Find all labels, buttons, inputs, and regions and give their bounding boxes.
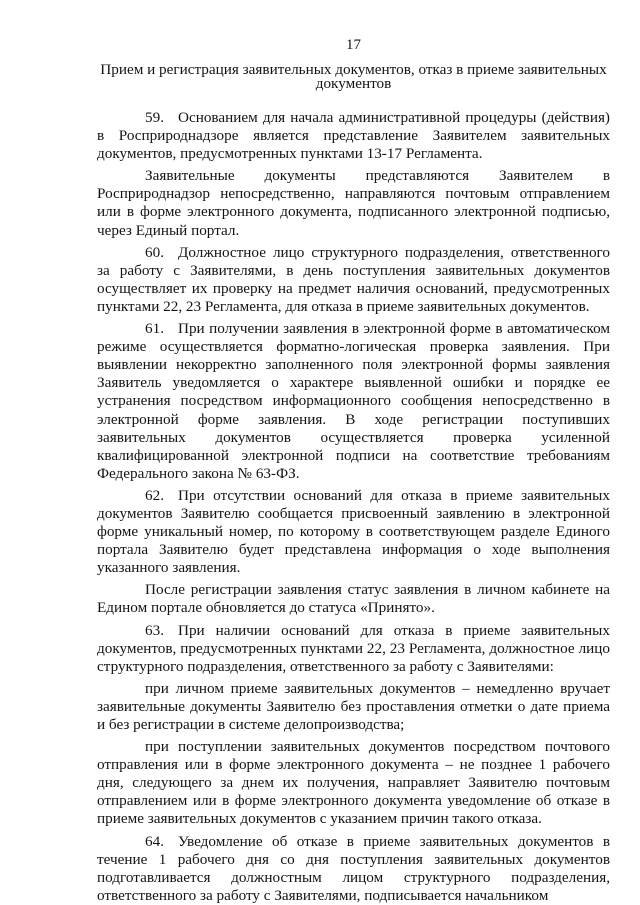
- paragraph-number: 64.: [145, 832, 164, 850]
- paragraph-59-cont: [97, 167, 610, 239]
- paragraph-61: [97, 320, 610, 483]
- paragraph-text: Уведомление об отказе в приеме заявительных документов в течение 1 рабочего дня со дня поступления заявительных документов подготавливается должностным лицом структурного подразделения, ответственного за работу с Заявителями, подписывается начальником: [97, 832, 610, 904]
- paragraph-number: 60.: [145, 243, 164, 261]
- paragraph-text: Должностное лицо структурного подразделения, ответственного за работу с Заявителями, в день поступления заявительных документов осуществляет их проверку на предмет наличия оснований, предусмотренных пунктами 22, 23 Регламента, для отказа в приеме заявительных документов.: [97, 243, 610, 315]
- paragraph-62-cont: [97, 581, 610, 617]
- paragraph-64: [97, 833, 610, 905]
- paragraph-number: 62.: [145, 486, 164, 504]
- paragraph-62: [97, 487, 610, 577]
- paragraph-text: При отсутствии оснований для отказа в приеме заявительных документов Заявителю сообщается присвоенный заявлению в электронной форме уникальный номер, по которому в соответствующем разделе Единого портала Заявителю будет представлена информация о ходе выполнения указанного заявления.: [97, 486, 610, 577]
- paragraph-63-item-1: [97, 680, 610, 734]
- page-number: 17: [346, 37, 361, 53]
- paragraph-63-item-2: [97, 738, 610, 828]
- paragraph-text: Основанием для начала административной процедуры (действия) в Росприроднадзоре является представление Заявителем заявительных документов, предусмотренных пунктами 13-17 Регламента.: [97, 109, 610, 163]
- paragraph-number: 63.: [145, 621, 164, 639]
- section-title: Прием и регистрация заявительных документов, отказ в приеме заявительных документов: [100, 61, 607, 92]
- paragraph-text: При наличии оснований для отказа в приеме заявительных документов, предусмотренных пунктами 22, 23 Регламента, должностное лицо структурного подразделения, ответственного за работу с Заявителями:: [97, 621, 610, 675]
- paragraph-number: 59.: [145, 109, 164, 126]
- paragraph-text: при поступлении заявительных документов посредством почтового отправления или в форме электронного документа – не позднее 1 рабочего дня, следующего за днем их получения, направляет Заявителю почтовым отправлением или в форме электронного документа уведомление об отказе в приеме заявительных документов с указанием причин такого отказа.: [97, 738, 610, 828]
- paragraph-text: После регистрации заявления статус заявления в личном кабинете на Едином портале обновляется до статуса «Принято».: [97, 581, 610, 617]
- paragraph-text: при личном приеме заявительных документов – немедленно вручает заявительные документы Заявителю без проставления отметки о дате приема и без регистрации в системе делопроизводства;: [97, 679, 610, 733]
- paragraph-63: [97, 622, 610, 676]
- paragraph-text: При получении заявления в электронной форме в автоматическом режиме осуществляется форматно-логическая проверка заявления. При выявлении некорректно заполненного поля электронной формы заявления Заявитель уведомляется о характере выявленной ошибки и порядке ее устранения посредством информационного сообщения непосредственно в электронной форме заявления. В ходе регистрации поступивших заявительных документов осуществляется проверка усиленной квалифицированной электронной подписи на соответствие требованиям Федерального закона № 63-ФЗ.: [97, 320, 610, 482]
- paragraph-text: Заявительные документы представляются Заявителем в Росприроднадзор непосредственно, направляются почтовым отправлением или в форме электронного документа, подписанного электронной подписью, через Единый портал.: [97, 167, 610, 239]
- paragraph-number: 61.: [145, 320, 164, 338]
- paragraph-60: [97, 244, 610, 316]
- paragraph-59: [97, 109, 610, 163]
